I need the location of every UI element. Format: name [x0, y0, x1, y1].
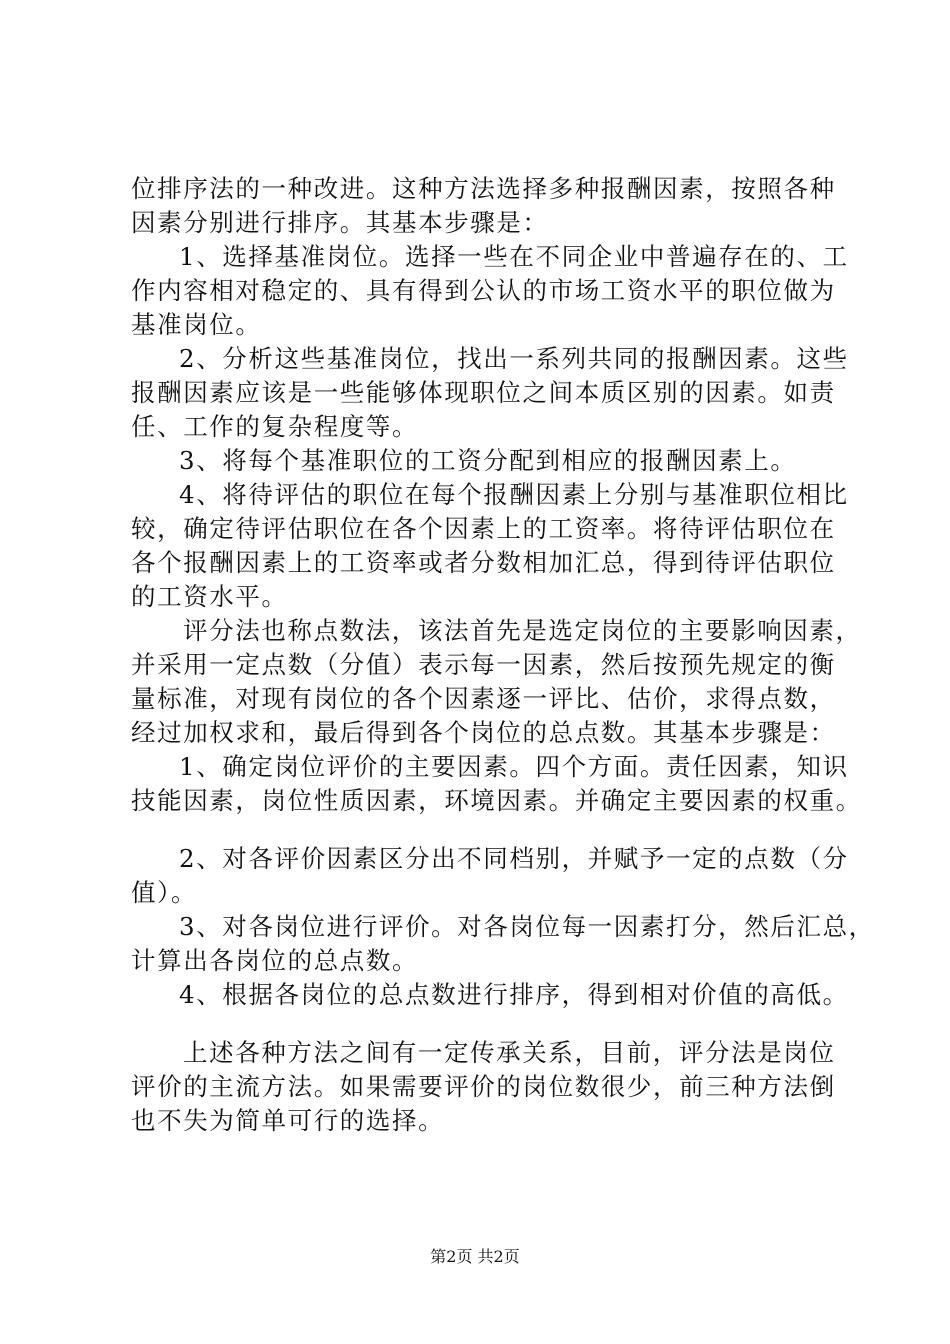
text-line: 也不失为简单可行的选择。: [131, 1106, 445, 1135]
text-line: 3、对各岗位进行评价。对各岗位每一因素打分，然后汇总，: [179, 912, 875, 941]
text-line: 较，确定待评估职位在各个因素上的工资率。将待评估职位在: [131, 514, 836, 543]
text-line: 4、根据各岗位的总点数进行排序，得到相对价值的高低。: [179, 980, 849, 1009]
text-line: 计算出各岗位的总点数。: [131, 946, 419, 975]
text-line: 量标准，对现有岗位的各个因素逐一评比、估价，求得点数，: [131, 684, 836, 713]
text-line: 基准岗位。: [131, 310, 262, 339]
text-line: 3、将每个基准职位的工资分配到相应的报酬因素上。: [179, 446, 797, 475]
text-line: 上述各种方法之间有一定传承关系，目前，评分法是岗位: [183, 1038, 836, 1067]
text-line: 评分法也称点数法，该法首先是选定岗位的主要影响因素，: [183, 616, 862, 645]
text-line: 各个报酬因素上的工资率或者分数相加汇总，得到待评估职位: [131, 548, 836, 577]
text-line: 2、对各评价因素区分出不同档别，并赋予一定的点数（分: [179, 844, 849, 873]
text-line: 的工资水平。: [131, 582, 288, 611]
text-line: 作内容相对稳定的、具有得到公认的市场工资水平的职位做为: [131, 276, 836, 305]
text-line: 1、确定岗位评价的主要因素。四个方面。责任因素，知识: [179, 752, 849, 781]
text-line: 任、工作的复杂程度等。: [131, 412, 419, 441]
text-line: 技能因素，岗位性质因素，环境因素。并确定主要因素的权重。: [131, 786, 862, 815]
text-line: 经过加权求和，最后得到各个岗位的总点数。其基本步骤是：: [131, 718, 836, 747]
text-line: 因素分别进行排序。其基本步骤是：: [131, 208, 549, 237]
page-number-footer: 第2页 共2页: [430, 1247, 520, 1266]
text-line: 并采用一定点数（分值）表示每一因素，然后按预先规定的衡: [131, 650, 836, 679]
text-line: 1、选择基准岗位。选择一些在不同企业中普遍存在的、工: [179, 242, 849, 271]
text-line: 位排序法的一种改进。这种方法选择多种报酬因素，按照各种: [131, 174, 836, 203]
text-line: 4、将待评估的职位在每个报酬因素上分别与基准职位相比: [179, 480, 849, 509]
text-line: 评价的主流方法。如果需要评价的岗位数很少，前三种方法倒: [131, 1072, 836, 1101]
text-line: 报酬因素应该是一些能够体现职位之间本质区别的因素。如责: [131, 378, 836, 407]
text-line: 值）。: [131, 878, 198, 907]
text-line: 2、分析这些基准岗位，找出一系列共同的报酬因素。这些: [179, 344, 849, 373]
